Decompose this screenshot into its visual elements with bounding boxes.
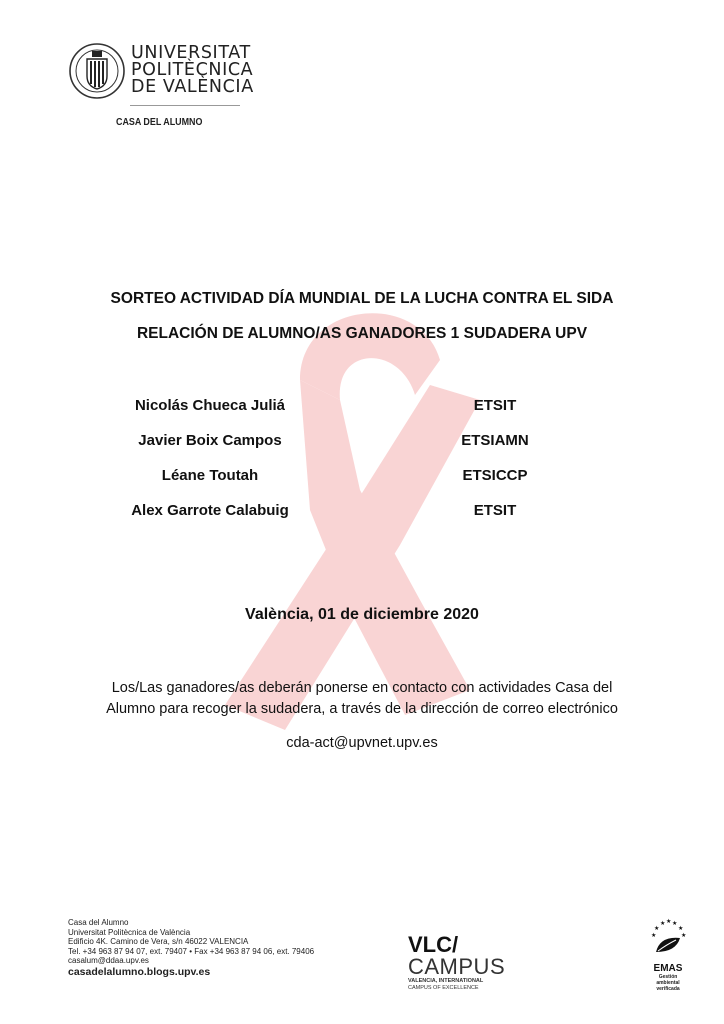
vlc-logo-bottom: CAMPUS: [408, 954, 506, 979]
winner-name: Javier Boix Campos: [138, 432, 282, 449]
date-line: València, 01 de diciembre 2020: [245, 606, 479, 623]
footer-line: Tel. +34 963 87 94 07, ext. 79407 • Fax +34 963 87 94 06, ext. 79406: [68, 946, 315, 956]
svg-text:★: ★: [678, 925, 684, 932]
footer-line[interactable]: casalum@ddaa.upv.es: [68, 956, 149, 965]
svg-text:★: ★: [660, 920, 666, 927]
winner-name: Nicolás Chueca Juliá: [134, 397, 286, 414]
svg-text:★: ★: [672, 920, 678, 927]
vlc-logo-sub-2: CAMPUS OF EXCELLENCE: [408, 985, 479, 991]
emas-sub-2: ambiental: [656, 980, 680, 986]
contact-email-link[interactable]: cda-act@upvnet.upv.es: [286, 735, 438, 751]
footer-blog-link[interactable]: casadelalumno.blogs.upv.es: [68, 966, 211, 978]
emas-label: EMAS: [653, 963, 683, 974]
emas-logo: [646, 918, 690, 992]
svg-text:★: ★: [666, 918, 672, 925]
footer-address: [68, 918, 314, 966]
document-title-line-1: SORTEO ACTIVIDAD DÍA MUNDIAL DE LA LUCHA CONTRA EL SIDA: [110, 290, 614, 307]
winner-school: ETSIT: [473, 397, 517, 414]
footer-line: Casa del Alumno: [68, 918, 129, 927]
document-title-line-2: RELACIÓN DE ALUMNO/AS GANADORES 1 SUDADERA UPV: [136, 325, 588, 342]
svg-text:★: ★: [651, 932, 657, 939]
vlc-logo-top: VLC/: [408, 932, 459, 957]
svg-text:★: ★: [654, 925, 660, 932]
winner-name: Léane Toutah: [161, 467, 259, 484]
note-line-1: Los/Las ganadores/as deberán ponerse en contacto con actividades Casa del: [111, 680, 613, 696]
note-line-2: Alumno para recoger la sudadera, a través de la dirección de correo electrónico: [106, 701, 618, 717]
emas-sub-3: verificada: [656, 986, 680, 992]
winner-school: ETSIT: [473, 502, 517, 519]
vlc-logo-sub-1: VALENCIA, INTERNATIONAL: [408, 978, 484, 984]
vlc-campus-logo: [408, 934, 508, 992]
university-line-1: UNIVERSITAT: [131, 43, 251, 63]
footer-line: Universitat Politècnica de València: [68, 927, 191, 937]
university-name: [131, 45, 254, 96]
upv-crest-icon: [68, 42, 126, 100]
winner-school: ETSIAMN: [461, 432, 529, 449]
winner-school: ETSICCP: [462, 467, 528, 484]
header-divider: [130, 105, 240, 106]
department-name: CASA DEL ALUMNO: [116, 116, 203, 128]
university-line-3: DE VALÈNCIA: [131, 77, 254, 97]
svg-text:★: ★: [681, 932, 687, 939]
emas-sub-1: Gestión: [658, 974, 678, 980]
winner-name: Alex Garrote Calabuig: [131, 502, 289, 519]
emas-stars-leaf-icon: [646, 918, 690, 958]
footer-line: Edificio 4K. Camino de Vera, s/n 46022 VALENCIA: [68, 937, 249, 946]
university-line-2: POLITÈCNICA: [131, 60, 254, 80]
